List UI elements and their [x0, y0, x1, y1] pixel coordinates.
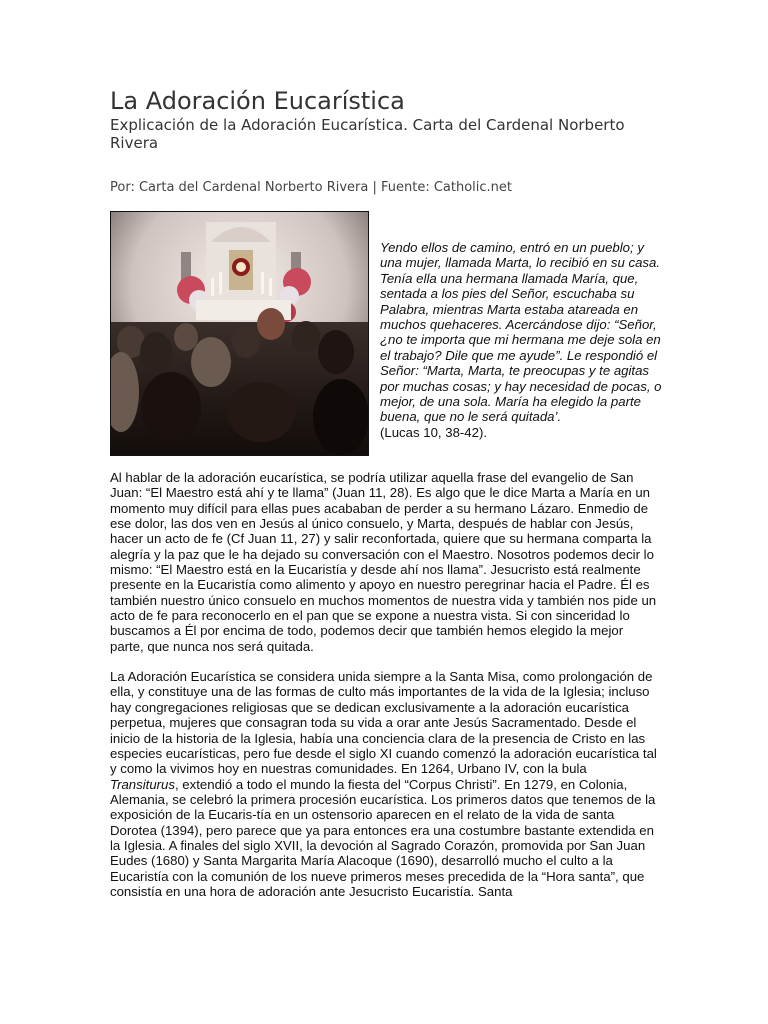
bible-quote-text: Yendo ellos de camino, entró en un pueblo; y una mujer, llamada Marta, lo recibió en su casa. Tenía ella una hermana llamada María, que, sentada a los pies del Señor, escuchaba su Palabra, mientras Marta estaba atareada en muchos quehaceres. Acercándose dijo: “Señor, ¿no te importa que mi hermana me deje sola en el trabajo? Dile que me ayude”. Le respondió el Señor: “Marta, Marta, te preocupas y te agitas por muchas cosas; y hay necesidad de pocas, o mejor, de una sola. María ha elegido la parte buena, que no le será quitada’. — [380, 240, 662, 425]
bible-quote — [380, 240, 662, 440]
bull-name-transiturus: Transiturus — [110, 776, 175, 792]
article-subtitle: Explicación de la Adoración Eucarística. Carta del Cardenal Norberto Rivera — [110, 116, 625, 152]
church-adoration-photo — [110, 211, 369, 456]
bible-quote-reference: (Lucas 10, 38-42). — [380, 424, 488, 440]
paragraph-2 — [110, 669, 658, 899]
article-title: La Adoración Eucarística — [110, 87, 405, 115]
paragraph-1: Al hablar de la adoración eucarística, se podría utilizar aquella frase del evangelio de San Juan: “El Maestro está ahí y te llama” (Juan 11, 28). Es algo que le dice Marta a María en un momento muy difícil para ellas pues acababan de perder a su hermano Lázaro. Enmedio de ese dolor, las dos ven en Jesús al único consuelo, y Marta, después de hablar con Jesús, hacer un acto de fe (Cf Juan 11, 27) y salir reconfortada, quiere que su hermana comparta la alegría y la paz que le ha dejado su conversación con el Maestro. Nosotros podemos decir lo mismo: “El Maestro está en la Eucaristía y desde ahí nos llama”. Jesucristo está realmente presente en la Eucaristía como alimento y apoyo en nuestro peregrinar hacia el Padre. Él es también nuestro único consuelo en muchos momentos de nuestra vida y también nos pide un acto de fe para reconocerlo en el pan que se expone a nuestra vista. Si con sinceridad lo buscamos a Él por encima de todo, podemos decir que también hemos elegido la mejor parte, que nunca nos será quitada. — [110, 470, 657, 654]
paragraph-2-part-2: , extendió a todo el mundo la fiesta del “Corpus Christi”. En 1279, en Colonia, Alemania, se celebró la primera procesión eucarística. Los primeros datos que tenemos de la exposición de la Eucaris-tía en un ostensorio aparecen en el relato de la vida de santa Dorotea (1394), pero parece que ya para entonces era una costumbre bastante extendida en la Iglesia. A finales del siglo XVII, la devoción al Sagrado Corazón, promovida por San Juan Eudes (1680) y Santa Margarita María Alacoque (1690), desarrolló mucho el culto a la Eucaristía con la comunión de los nueve primeros meses precedida de la “Hora santa”, que consistía en una hora de adoración ante Jesucristo Eucaristía. Santa — [110, 776, 656, 899]
article-body — [110, 470, 658, 914]
paragraph-2-part-1: La Adoración Eucarística se considera unida siempre a la Santa Misa, como prolongación de ella, y constituye una de las formas de culto más importantes de la vida de la Iglesia; incluso hay congregaciones religiosas que se dedican exclusivamente a la adoración eucarística perpetua, mujeres que consagran toda su vida a orar ante Jesús Sacramentado. Desde el inicio de la historia de la Iglesia, había una conciencia clara de la presencia de Cristo en las especies eucarísticas, pero fue desde el siglo XI cuando comenzó la adoración eucarística tal y como la vivimos hoy en nuestras comunidades. En 1264, Urbano IV, con la bula — [110, 669, 657, 777]
article-byline: Por: Carta del Cardenal Norberto Rivera | Fuente: Catholic.net — [110, 180, 513, 195]
